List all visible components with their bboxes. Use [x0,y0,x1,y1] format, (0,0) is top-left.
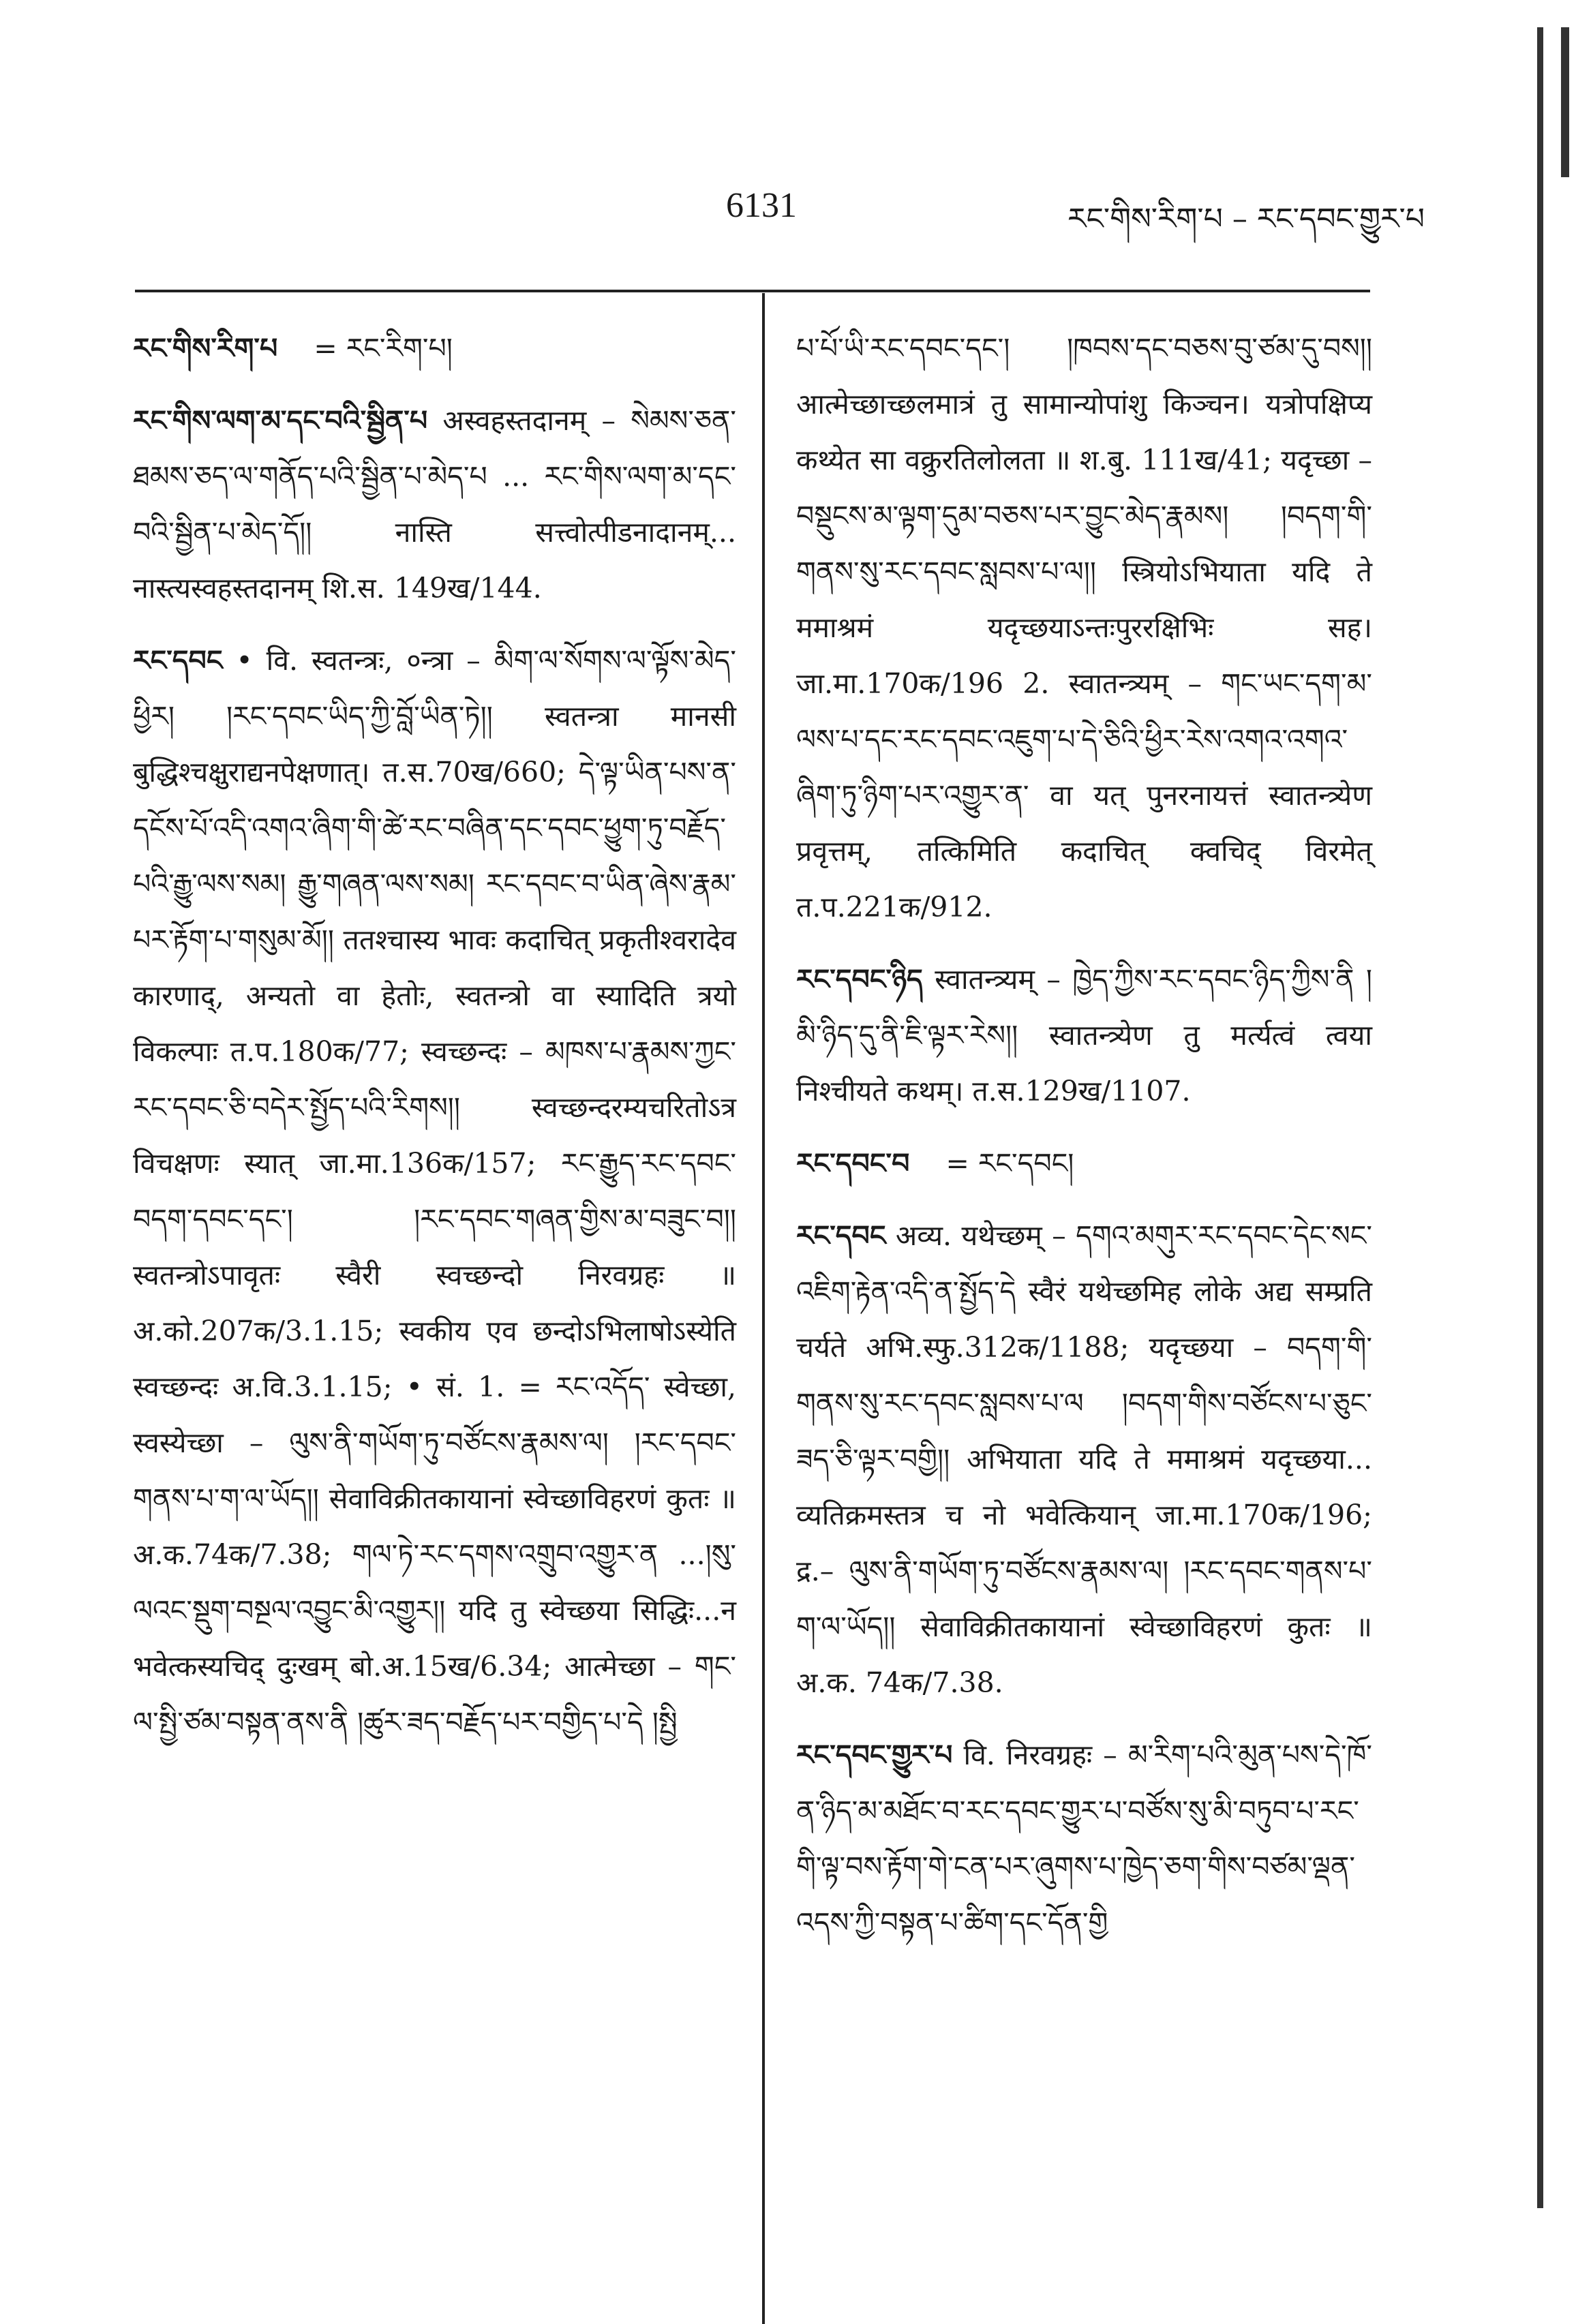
entry-body: अव्य. यथेच्छम् – དགའ་མགུར་རང་དབང་དེང་སང་འཇིག་རྟེན་འདི་ན་སྤྱོད་དེ स्वैरं यथेच्छमिह लोके अद्य सम्प्रति चर्यते अभि.स्फु.312क/1188; यदृच्छया – བདག་གི་གནས་སུ་རང་དབང་སླབས་པ་ལ །བདག་གིས་བཙོངས་པ་ཅུང་ཟད་ཅི་ལྟར་བགྱི།། अभियाता यदि ते ममाश्रमं यदृच्छया... व्यतिक्रमस्तत्र च नो भवेत्कियान् जा.मा.170क/196; द्र.– ལུས་ནི་གཡོག་ཏུ་བཙོངས་རྣམས་ལ། །རང་དབང་གནས་པ་ག་ལ་ཡོད།། सेवाविक्रीतकायानां स्वेच्छाविहरणं कुतः ॥ अ.क. 74क/7.38. [796,1219,1372,1699]
entry-body: • वि. स्वतन्त्रः, ०न्त्रा – མིག་ལ་སོགས་ལ་ལྟོས་མེད་ཕྱིར། །རང་དབང་ཡིད་ཀྱི་བློ་ཡིན་ཏེ།། स्वतन्त्रा मानसी बुद्धिश्चक्षुराद्यनपेक्षणात्। त.स.70ख/660; དེ་ལྟ་ཡིན་པས་ན་དངོས་པོ་འདི་འགའ་ཞིག་གི་ཚེ་རང་བཞིན་དང་དབང་ཕྱུག་ཏུ་བརྗོད་པའི་རྒྱུ་ལས་སམ། རྒྱུ་གཞན་ལས་སམ། རང་དབང་བ་ཡིན་ཞེས་རྣམ་པར་རྟོག་པ་གསུམ་མོ།། ततश्चास्य भावः कदाचित् प्रकृतीश्वरादेव कारणाद्, अन्यतो वा हेतोः, स्वतन्त्रो वा स्यादिति त्रयो विकल्पाः त.प.180क/77; स्वच्छन्दः – མཁས་པ་རྣམས་ཀྱང་རང་དབང་ཅི་བདེར་སྤྱོད་པའི་རིགས།། स्वच्छन्दरम्यचरितोऽत्र विचक्षणः स्यात् जा.मा.136क/157; རང་རྒྱུད་རང་དབང་བདག་དབང་དང་། །རང་དབང་གཞན་གྱིས་མ་བཟུང་བ།། स्वतन्त्रोऽपावृतः स्वैरी स्वच्छन्दो निरवग्रहः ॥ अ.को.207क/3.1.15; स्वकीय एव छन्दोऽभिलाषोऽस्येति स्वच्छन्दः अ.वि.3.1.15; • सं. 1. = རང་འདོད་ स्वेच्छा, स्वस्येच्छा – ལུས་ནི་གཡོག་ཏུ་བཙོངས་རྣམས་ལ། །རང་དབང་གནས་པ་ག་ལ་ཡོད།། सेवाविक्रीतकायानां स्वेच्छाविहरणं कुतः ॥ अ.क.74क/7.38; གལ་ཏེ་རང་དགས་འགྲུབ་འགྱུར་ན ...།སུ་ལའང་སྡུག་བསྔལ་འབྱུང་མི་འགྱུར།། यदि तु स्वेच्छया सिद्धिः...न भवेत्कस्यचिद् दुःखम् बो.अ.15ख/6.34; आत्मेच्छा – གང་ལ་སྤྱི་ཙམ་བསྟན་ནས་ནི །ཚུར་ཟད་བརྗོད་པར་བགྱིད་པ་དེ །སྤྱི [133,644,736,1739]
page-edge-bar [1537,27,1543,2208]
entry-body: अस्वहस्तदानम् – སེམས་ཅན་ཐམས་ཅད་ལ་གནོད་པའི་སྦྱིན་པ་མེད་པ ... རང་གིས་ལག་མ་དང་བའི་སྦྱིན་པ་མེད་དོ།། नास्ति सत्त्वोत्पीडनादानम्... नास्त्यस्वहस्तदानम् शि.स. 149ख/144. [133,404,736,605]
header-rule [135,290,1370,292]
right-column [796,320,1372,1967]
dictionary-entry [796,1727,1372,1951]
entry-body: = རང་དབང། [945,1147,1074,1180]
entry-headword: རང་དབང་ཉིད [796,963,923,996]
page-edge-mark [1561,27,1569,177]
entry-headword: རང་དབང [133,644,223,677]
entry-headword: རང་དབང་གྱུར་པ [796,1739,953,1771]
dictionary-entry [796,1135,1372,1191]
dictionary-entry-continued [796,320,1372,935]
entry-headword: རང་དབང་བ [796,1147,910,1180]
entry-body: वि. निरवग्रहः – མ་རིག་པའི་མུན་པས་དེ་ཁོ་ན་ཉིད་མ་མཐོང་བ་རང་དབང་གྱུར་པ་བཙོས་སུ་མི་བཏུབ་པ་རང་གི་ལྟ་བས་རྟོག་གེ་ངན་པར་ཞུགས་པ་ཁྱེད་ཅག་གིས་བཙམ་ལྡན་འདས་ཀྱི་བསྟན་པ་ཚིག་དང་དོན་གྱི [796,1739,1372,1939]
entry-body: = རང་རིག་པ། [314,332,453,365]
page-number: 6131 [726,186,797,225]
entry-body: པ་པོ་ཡི་རང་དབང་དང་། །ཁབས་དང་བཅས་བུ་ཙམ་དུ་བས།། आत्मेच्छाच्छलमात्रं तु सामान्योपांशु किञ्चन। यत्रोपक्षिप्य कथ्येत सा वक्रुरतिलोलता ॥ श.बु. 111ख/41; यदृच्छा – བསྡུངས་མ་ལྟག་དུམ་བཅས་པར་བྱུང་མེད་རྣམས། །བདག་གི་གནས་སུ་རང་དབང་སླབས་པ་ལ།། स्त्रियोऽभियाता यदि ते ममाश्रमं यदृच्छयाऽन्तःपुररक्षिभिः सह। जा.मा.170क/196 2. स्वातन्त्र्यम् – གང་ཡང་དག་མ་ལས་པ་དང་རང་དབང་འཇུག་པ་དེ་ཅིའི་ཕྱིར་རེས་འགའ་འགའ་ཞིག་ཏུ་ཉིག་པར་འགྱུར་ན་ वा यत् पुनरनायत्तं स्वातन्त्र्येण प्रवृत्तम्, तत्किमिति कदाचित् क्वचिद् विरमेत् त.प.221क/912. [796,332,1372,923]
entry-headword: རང་གིས་རིག་པ [133,332,278,365]
entry-headword: རང་གིས་ལག་མ་དང་བའི་སྦྱིན་པ [133,404,428,437]
dictionary-entry [796,951,1372,1119]
dictionary-entry [133,632,736,1750]
entry-body: स्वातन्त्र्यम् – ཁྱེད་ཀྱིས་རང་དབང་ཉིད་ཀྱིས་ནི །མི་ཉིད་དུ་ནི་ཇི་ལྟར་རེས།། स्वातन्त्र्येण तु मर्त्यत्वं त्वया निश्चीयते कथम्। त.स.129ख/1107. [796,963,1372,1107]
left-column [133,320,736,1767]
dictionary-entry [796,1208,1372,1711]
column-divider [762,293,765,2324]
running-head: རང་གིས་རིག་པ – རང་དབང་གྱུར་པ [1067,202,1425,236]
dictionary-entry [133,393,736,616]
entry-headword: རང་དབང [796,1219,886,1252]
dictionary-entry [133,320,736,376]
